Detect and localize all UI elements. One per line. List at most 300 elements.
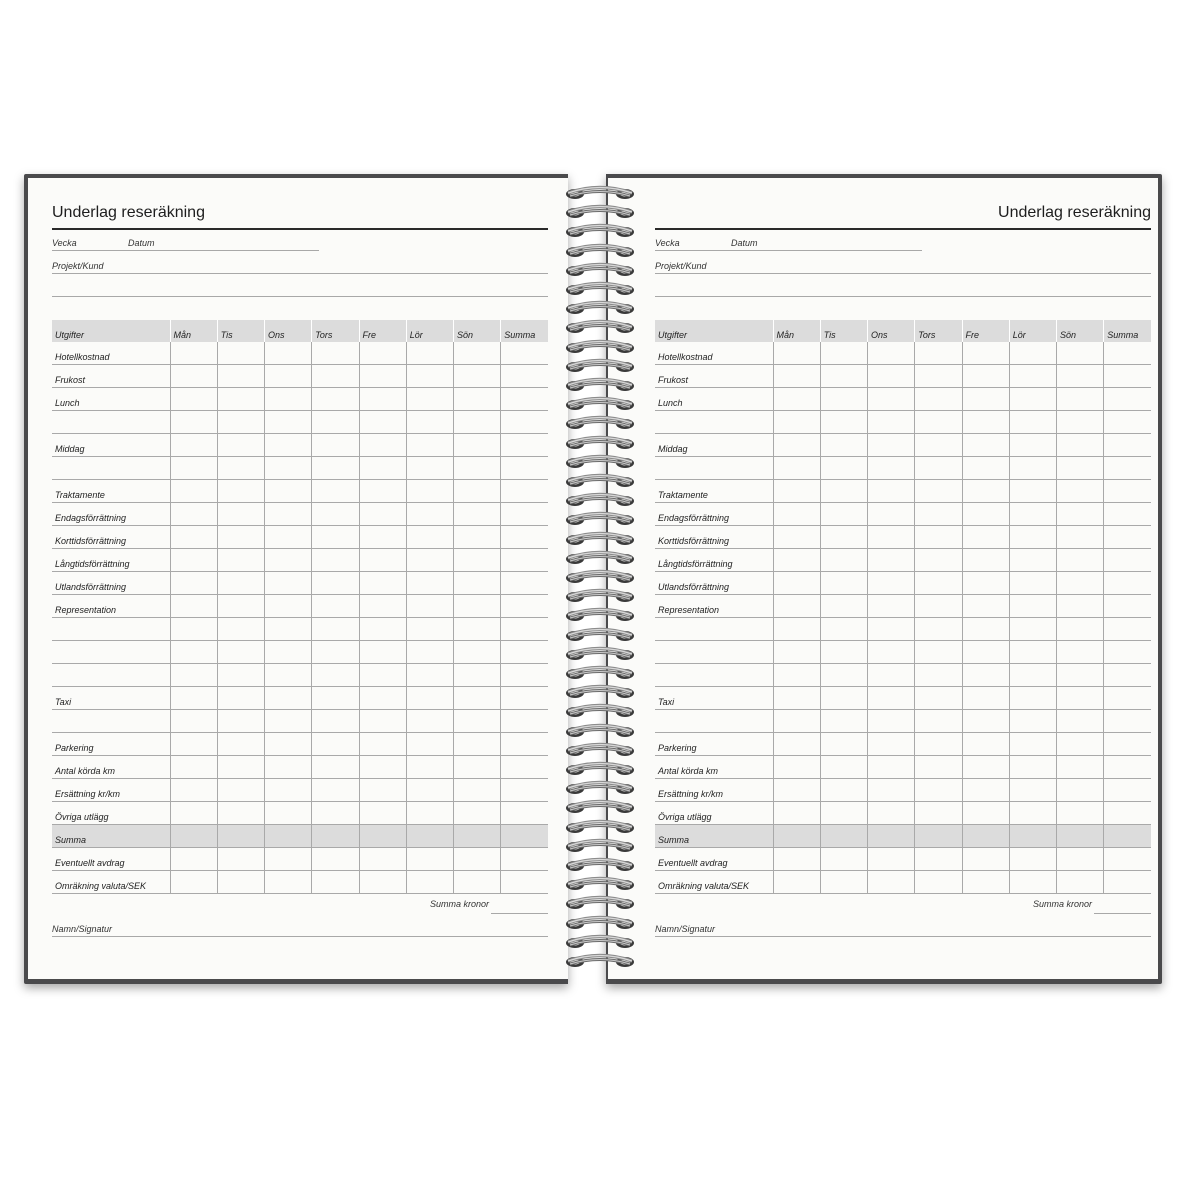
entry-cell[interactable] — [1009, 503, 1056, 526]
entry-cell[interactable] — [1009, 641, 1056, 664]
entry-cell[interactable] — [359, 434, 406, 457]
entry-cell[interactable] — [868, 710, 915, 733]
entry-cell[interactable] — [217, 503, 264, 526]
entry-cell[interactable] — [170, 733, 217, 756]
entry-cell[interactable] — [1057, 526, 1104, 549]
entry-cell[interactable] — [312, 756, 359, 779]
entry-cell[interactable] — [217, 595, 264, 618]
entry-cell[interactable] — [962, 365, 1009, 388]
entry-cell[interactable] — [265, 733, 312, 756]
entry-cell[interactable] — [868, 342, 915, 365]
entry-cell[interactable] — [217, 733, 264, 756]
entry-cell[interactable] — [1009, 480, 1056, 503]
entry-cell[interactable] — [1009, 549, 1056, 572]
entry-cell[interactable] — [501, 365, 548, 388]
entry-cell[interactable] — [312, 503, 359, 526]
entry-cell[interactable] — [868, 779, 915, 802]
entry-cell[interactable] — [454, 687, 501, 710]
entry-cell[interactable] — [820, 411, 867, 434]
projekt-kund-field[interactable] — [52, 259, 548, 274]
entry-cell[interactable] — [217, 802, 264, 825]
entry-cell[interactable] — [312, 411, 359, 434]
entry-cell[interactable] — [217, 572, 264, 595]
entry-cell[interactable] — [217, 388, 264, 411]
entry-cell[interactable] — [501, 641, 548, 664]
entry-cell[interactable] — [1057, 434, 1104, 457]
entry-cell[interactable] — [1057, 457, 1104, 480]
entry-cell[interactable] — [217, 618, 264, 641]
entry-cell[interactable] — [359, 664, 406, 687]
entry-cell[interactable] — [962, 641, 1009, 664]
entry-cell[interactable] — [359, 710, 406, 733]
entry-cell[interactable] — [1009, 618, 1056, 641]
entry-cell[interactable] — [501, 503, 548, 526]
entry-cell[interactable] — [1104, 848, 1151, 871]
entry-cell[interactable] — [217, 664, 264, 687]
projekt-kund-extra-line[interactable] — [655, 282, 1151, 297]
entry-cell[interactable] — [359, 526, 406, 549]
entry-cell[interactable] — [962, 871, 1009, 894]
entry-cell[interactable] — [1057, 595, 1104, 618]
entry-cell[interactable] — [962, 549, 1009, 572]
entry-cell[interactable] — [312, 825, 359, 848]
entry-cell[interactable] — [265, 871, 312, 894]
entry-cell[interactable] — [312, 687, 359, 710]
entry-cell[interactable] — [915, 848, 962, 871]
entry-cell[interactable] — [1009, 664, 1056, 687]
entry-cell[interactable] — [217, 480, 264, 503]
entry-cell[interactable] — [312, 572, 359, 595]
entry-cell[interactable] — [265, 618, 312, 641]
entry-cell[interactable] — [265, 756, 312, 779]
entry-cell[interactable] — [406, 687, 453, 710]
entry-cell[interactable] — [170, 618, 217, 641]
entry-cell[interactable] — [454, 848, 501, 871]
entry-cell[interactable] — [1009, 411, 1056, 434]
entry-cell[interactable] — [265, 687, 312, 710]
entry-cell[interactable] — [501, 687, 548, 710]
entry-cell[interactable] — [265, 503, 312, 526]
entry-cell[interactable] — [820, 848, 867, 871]
entry-cell[interactable] — [915, 664, 962, 687]
entry-cell[interactable] — [265, 388, 312, 411]
entry-cell[interactable] — [406, 503, 453, 526]
entry-cell[interactable] — [406, 664, 453, 687]
entry-cell[interactable] — [265, 641, 312, 664]
entry-cell[interactable] — [868, 457, 915, 480]
entry-cell[interactable] — [406, 618, 453, 641]
entry-cell[interactable] — [265, 365, 312, 388]
entry-cell[interactable] — [170, 572, 217, 595]
signature-field[interactable] — [655, 922, 1151, 937]
entry-cell[interactable] — [265, 526, 312, 549]
entry-cell[interactable] — [773, 664, 820, 687]
projekt-kund-field[interactable] — [655, 259, 1151, 274]
entry-cell[interactable] — [1057, 710, 1104, 733]
entry-cell[interactable] — [1104, 411, 1151, 434]
entry-cell[interactable] — [1057, 825, 1104, 848]
entry-cell[interactable] — [962, 664, 1009, 687]
entry-cell[interactable] — [454, 710, 501, 733]
entry-cell[interactable] — [406, 779, 453, 802]
entry-cell[interactable] — [312, 595, 359, 618]
entry-cell[interactable] — [820, 388, 867, 411]
entry-cell[interactable] — [406, 825, 453, 848]
entry-cell[interactable] — [265, 595, 312, 618]
entry-cell[interactable] — [406, 388, 453, 411]
entry-cell[interactable] — [773, 480, 820, 503]
entry-cell[interactable] — [962, 457, 1009, 480]
entry-cell[interactable] — [359, 503, 406, 526]
entry-cell[interactable] — [1009, 779, 1056, 802]
entry-cell[interactable] — [962, 480, 1009, 503]
signature-field[interactable] — [52, 922, 548, 937]
entry-cell[interactable] — [501, 549, 548, 572]
entry-cell[interactable] — [312, 549, 359, 572]
entry-cell[interactable] — [868, 825, 915, 848]
entry-cell[interactable] — [406, 595, 453, 618]
entry-cell[interactable] — [820, 664, 867, 687]
entry-cell[interactable] — [170, 825, 217, 848]
entry-cell[interactable] — [501, 733, 548, 756]
entry-cell[interactable] — [868, 388, 915, 411]
entry-cell[interactable] — [406, 480, 453, 503]
entry-cell[interactable] — [312, 434, 359, 457]
entry-cell[interactable] — [915, 802, 962, 825]
entry-cell[interactable] — [868, 871, 915, 894]
entry-cell[interactable] — [1104, 595, 1151, 618]
entry-cell[interactable] — [1009, 710, 1056, 733]
entry-cell[interactable] — [454, 779, 501, 802]
entry-cell[interactable] — [868, 434, 915, 457]
entry-cell[interactable] — [962, 802, 1009, 825]
entry-cell[interactable] — [359, 802, 406, 825]
entry-cell[interactable] — [265, 457, 312, 480]
entry-cell[interactable] — [312, 641, 359, 664]
entry-cell[interactable] — [820, 526, 867, 549]
entry-cell[interactable] — [820, 641, 867, 664]
entry-cell[interactable] — [454, 503, 501, 526]
entry-cell[interactable] — [406, 549, 453, 572]
entry-cell[interactable] — [454, 733, 501, 756]
entry-cell[interactable] — [820, 457, 867, 480]
entry-cell[interactable] — [406, 342, 453, 365]
entry-cell[interactable] — [406, 411, 453, 434]
entry-cell[interactable] — [868, 365, 915, 388]
entry-cell[interactable] — [962, 434, 1009, 457]
entry-cell[interactable] — [217, 687, 264, 710]
entry-cell[interactable] — [359, 411, 406, 434]
entry-cell[interactable] — [915, 733, 962, 756]
entry-cell[interactable] — [1104, 756, 1151, 779]
entry-cell[interactable] — [217, 549, 264, 572]
entry-cell[interactable] — [1057, 871, 1104, 894]
entry-cell[interactable] — [217, 848, 264, 871]
entry-cell[interactable] — [1057, 342, 1104, 365]
entry-cell[interactable] — [265, 710, 312, 733]
entry-cell[interactable] — [1104, 342, 1151, 365]
entry-cell[interactable] — [868, 802, 915, 825]
entry-cell[interactable] — [868, 618, 915, 641]
entry-cell[interactable] — [406, 733, 453, 756]
entry-cell[interactable] — [773, 756, 820, 779]
entry-cell[interactable] — [1104, 480, 1151, 503]
entry-cell[interactable] — [868, 572, 915, 595]
entry-cell[interactable] — [1009, 733, 1056, 756]
entry-cell[interactable] — [454, 641, 501, 664]
entry-cell[interactable] — [868, 664, 915, 687]
entry-cell[interactable] — [170, 641, 217, 664]
entry-cell[interactable] — [312, 480, 359, 503]
entry-cell[interactable] — [773, 411, 820, 434]
entry-cell[interactable] — [454, 434, 501, 457]
entry-cell[interactable] — [915, 618, 962, 641]
entry-cell[interactable] — [406, 848, 453, 871]
entry-cell[interactable] — [454, 480, 501, 503]
entry-cell[interactable] — [915, 526, 962, 549]
entry-cell[interactable] — [1104, 434, 1151, 457]
entry-cell[interactable] — [501, 457, 548, 480]
entry-cell[interactable] — [915, 434, 962, 457]
entry-cell[interactable] — [1009, 802, 1056, 825]
entry-cell[interactable] — [217, 434, 264, 457]
entry-cell[interactable] — [312, 664, 359, 687]
entry-cell[interactable] — [501, 411, 548, 434]
entry-cell[interactable] — [312, 848, 359, 871]
entry-cell[interactable] — [501, 848, 548, 871]
entry-cell[interactable] — [454, 549, 501, 572]
entry-cell[interactable] — [1057, 664, 1104, 687]
entry-cell[interactable] — [170, 549, 217, 572]
entry-cell[interactable] — [217, 641, 264, 664]
entry-cell[interactable] — [773, 779, 820, 802]
entry-cell[interactable] — [454, 388, 501, 411]
entry-cell[interactable] — [170, 503, 217, 526]
entry-cell[interactable] — [217, 779, 264, 802]
entry-cell[interactable] — [1057, 687, 1104, 710]
entry-cell[interactable] — [170, 595, 217, 618]
entry-cell[interactable] — [820, 549, 867, 572]
entry-cell[interactable] — [265, 434, 312, 457]
entry-cell[interactable] — [868, 411, 915, 434]
entry-cell[interactable] — [773, 549, 820, 572]
entry-cell[interactable] — [265, 411, 312, 434]
vecka-datum-field[interactable] — [52, 236, 319, 251]
entry-cell[interactable] — [773, 503, 820, 526]
entry-cell[interactable] — [820, 365, 867, 388]
entry-cell[interactable] — [1009, 848, 1056, 871]
entry-cell[interactable] — [820, 503, 867, 526]
entry-cell[interactable] — [773, 342, 820, 365]
entry-cell[interactable] — [1104, 388, 1151, 411]
entry-cell[interactable] — [915, 411, 962, 434]
entry-cell[interactable] — [820, 687, 867, 710]
entry-cell[interactable] — [501, 802, 548, 825]
entry-cell[interactable] — [312, 342, 359, 365]
entry-cell[interactable] — [915, 388, 962, 411]
entry-cell[interactable] — [1104, 710, 1151, 733]
entry-cell[interactable] — [454, 664, 501, 687]
entry-cell[interactable] — [915, 549, 962, 572]
entry-cell[interactable] — [312, 365, 359, 388]
entry-cell[interactable] — [359, 457, 406, 480]
entry-cell[interactable] — [501, 756, 548, 779]
entry-cell[interactable] — [265, 779, 312, 802]
entry-cell[interactable] — [312, 779, 359, 802]
entry-cell[interactable] — [406, 572, 453, 595]
entry-cell[interactable] — [170, 365, 217, 388]
entry-cell[interactable] — [170, 802, 217, 825]
entry-cell[interactable] — [217, 457, 264, 480]
entry-cell[interactable] — [1104, 664, 1151, 687]
entry-cell[interactable] — [1104, 871, 1151, 894]
entry-cell[interactable] — [773, 618, 820, 641]
entry-cell[interactable] — [915, 503, 962, 526]
entry-cell[interactable] — [312, 802, 359, 825]
entry-cell[interactable] — [962, 595, 1009, 618]
entry-cell[interactable] — [1009, 756, 1056, 779]
entry-cell[interactable] — [915, 825, 962, 848]
entry-cell[interactable] — [217, 365, 264, 388]
entry-cell[interactable] — [915, 480, 962, 503]
entry-cell[interactable] — [265, 825, 312, 848]
entry-cell[interactable] — [501, 388, 548, 411]
entry-cell[interactable] — [1009, 434, 1056, 457]
entry-cell[interactable] — [406, 365, 453, 388]
entry-cell[interactable] — [406, 526, 453, 549]
entry-cell[interactable] — [773, 733, 820, 756]
entry-cell[interactable] — [820, 871, 867, 894]
entry-cell[interactable] — [962, 687, 1009, 710]
entry-cell[interactable] — [1009, 342, 1056, 365]
projekt-kund-extra-line[interactable] — [52, 282, 548, 297]
entry-cell[interactable] — [359, 641, 406, 664]
summa-kronor[interactable] — [655, 899, 1151, 915]
entry-cell[interactable] — [359, 618, 406, 641]
entry-cell[interactable] — [265, 802, 312, 825]
entry-cell[interactable] — [406, 710, 453, 733]
entry-cell[interactable] — [170, 871, 217, 894]
entry-cell[interactable] — [170, 664, 217, 687]
entry-cell[interactable] — [1104, 365, 1151, 388]
entry-cell[interactable] — [170, 342, 217, 365]
entry-cell[interactable] — [1057, 480, 1104, 503]
entry-cell[interactable] — [454, 871, 501, 894]
entry-cell[interactable] — [312, 710, 359, 733]
entry-cell[interactable] — [1057, 388, 1104, 411]
entry-cell[interactable] — [265, 664, 312, 687]
entry-cell[interactable] — [359, 687, 406, 710]
entry-cell[interactable] — [501, 710, 548, 733]
entry-cell[interactable] — [217, 411, 264, 434]
entry-cell[interactable] — [1057, 779, 1104, 802]
entry-cell[interactable] — [359, 480, 406, 503]
entry-cell[interactable] — [217, 825, 264, 848]
entry-cell[interactable] — [454, 342, 501, 365]
entry-cell[interactable] — [501, 618, 548, 641]
entry-cell[interactable] — [962, 710, 1009, 733]
entry-cell[interactable] — [868, 503, 915, 526]
entry-cell[interactable] — [1104, 549, 1151, 572]
entry-cell[interactable] — [820, 710, 867, 733]
entry-cell[interactable] — [501, 595, 548, 618]
entry-cell[interactable] — [170, 526, 217, 549]
entry-cell[interactable] — [170, 756, 217, 779]
entry-cell[interactable] — [501, 342, 548, 365]
entry-cell[interactable] — [170, 480, 217, 503]
entry-cell[interactable] — [1104, 825, 1151, 848]
entry-cell[interactable] — [501, 664, 548, 687]
entry-cell[interactable] — [820, 342, 867, 365]
entry-cell[interactable] — [915, 871, 962, 894]
entry-cell[interactable] — [454, 756, 501, 779]
entry-cell[interactable] — [1009, 457, 1056, 480]
entry-cell[interactable] — [773, 457, 820, 480]
entry-cell[interactable] — [1104, 503, 1151, 526]
entry-cell[interactable] — [962, 526, 1009, 549]
entry-cell[interactable] — [962, 848, 1009, 871]
entry-cell[interactable] — [773, 710, 820, 733]
entry-cell[interactable] — [454, 572, 501, 595]
entry-cell[interactable] — [312, 457, 359, 480]
entry-cell[interactable] — [406, 434, 453, 457]
entry-cell[interactable] — [359, 779, 406, 802]
entry-cell[interactable] — [170, 779, 217, 802]
entry-cell[interactable] — [820, 595, 867, 618]
entry-cell[interactable] — [1104, 457, 1151, 480]
entry-cell[interactable] — [773, 871, 820, 894]
entry-cell[interactable] — [170, 434, 217, 457]
entry-cell[interactable] — [170, 710, 217, 733]
entry-cell[interactable] — [915, 641, 962, 664]
entry-cell[interactable] — [359, 549, 406, 572]
entry-cell[interactable] — [359, 365, 406, 388]
entry-cell[interactable] — [312, 871, 359, 894]
entry-cell[interactable] — [359, 848, 406, 871]
entry-cell[interactable] — [501, 480, 548, 503]
entry-cell[interactable] — [820, 480, 867, 503]
entry-cell[interactable] — [170, 457, 217, 480]
entry-cell[interactable] — [820, 779, 867, 802]
entry-cell[interactable] — [406, 641, 453, 664]
entry-cell[interactable] — [773, 388, 820, 411]
entry-cell[interactable] — [359, 572, 406, 595]
entry-cell[interactable] — [265, 572, 312, 595]
entry-cell[interactable] — [217, 871, 264, 894]
entry-cell[interactable] — [915, 572, 962, 595]
entry-cell[interactable] — [1057, 848, 1104, 871]
entry-cell[interactable] — [915, 595, 962, 618]
entry-cell[interactable] — [501, 526, 548, 549]
entry-cell[interactable] — [820, 572, 867, 595]
entry-cell[interactable] — [312, 526, 359, 549]
entry-cell[interactable] — [1009, 526, 1056, 549]
entry-cell[interactable] — [868, 480, 915, 503]
entry-cell[interactable] — [501, 779, 548, 802]
entry-cell[interactable] — [915, 687, 962, 710]
entry-cell[interactable] — [962, 572, 1009, 595]
entry-cell[interactable] — [454, 526, 501, 549]
entry-cell[interactable] — [773, 641, 820, 664]
entry-cell[interactable] — [868, 687, 915, 710]
entry-cell[interactable] — [1057, 572, 1104, 595]
entry-cell[interactable] — [312, 388, 359, 411]
entry-cell[interactable] — [773, 526, 820, 549]
entry-cell[interactable] — [1009, 871, 1056, 894]
entry-cell[interactable] — [773, 572, 820, 595]
entry-cell[interactable] — [773, 595, 820, 618]
entry-cell[interactable] — [217, 526, 264, 549]
